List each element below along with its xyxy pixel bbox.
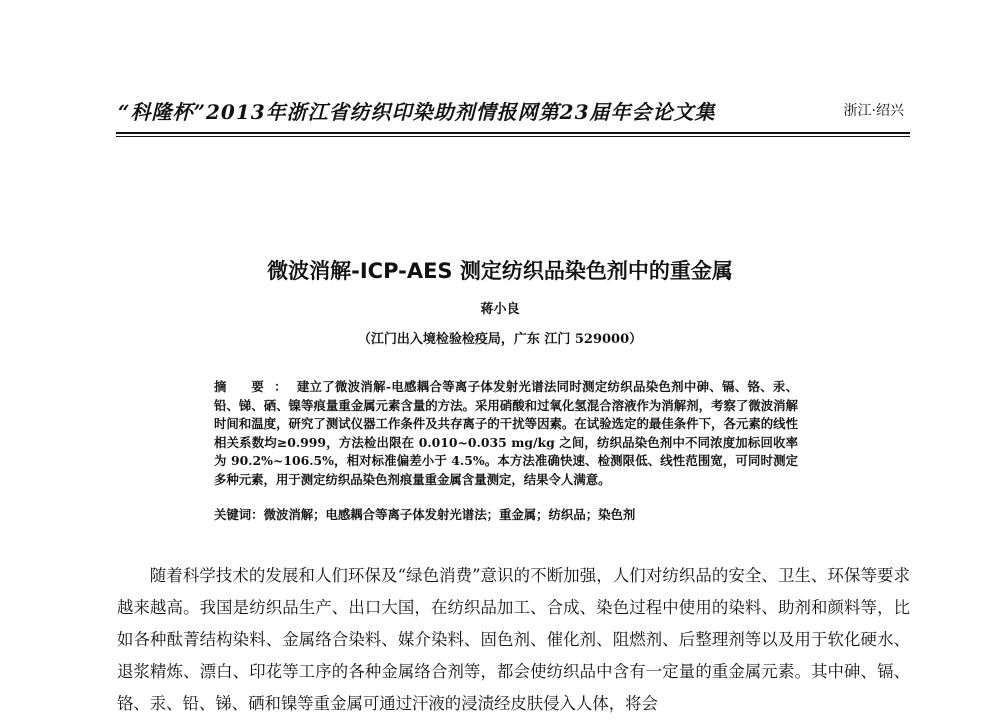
body-paragraph: 随着科学技术的发展和人们环保及“绿色消费”意识的不断加强，人们对纺织品的安全、卫生、环保等要求越来越高。我国是纺织品生产、出口大国，在纺织品加工、合成、染色过程中使用的染料、助剂和颜料等，比如各种酞菁结构染料、金属络合染料、媒介染料、固色剂、催化剂、阻燃剂、后整理剂等以及用于软化硬水、退浆精炼、漂白、印花等工序的各种金属络合剂等，都会使纺织品中含有一定量的重金属元素。其中砷、镉、铬、汞、铅、锑、硒和镍等重金属可通过汗液的浸渍经皮肤侵入人体，将会 [117,566,910,713]
conference-location: 浙江·绍兴 [843,103,904,119]
running-header [118,94,910,128]
author-affiliation: （江门出入境检验检疫局，广东 江门 529000） [357,332,643,347]
keywords-label: 关键词： [214,507,264,522]
article-title: 微波消解-ICP-AES 测定纺织品染色剂中的重金属 [267,259,733,283]
header-rule [116,132,910,137]
abstract [214,378,798,490]
keywords [214,506,798,524]
keywords-text: 微波消解；电感耦合等离子体发射光谱法；重金属；纺织品；染色剂 [263,507,636,522]
abstract-label: 摘 要： [214,379,297,394]
proceedings-title: “科隆杯”2013年浙江省纺织印染助剂情报网第23届年会论文集 [118,100,716,124]
article-author: 蒋小良 [480,302,520,317]
abstract-text: 建立了微波消解-电感耦合等离子体发射光谱法同时测定纺织品染色剂中砷、镉、铬、汞、铅、锑、硒、镍等痕量重金属元素含量的方法。采用硝酸和过氧化氢混合溶液作为消解剂，考察了微波消解时间和温度，研究了测试仪器工作条件及共存离子的干扰等因素。在试验选定的最佳条件下，各元素的线性相关系数均≥0.999，方法检出限在 0.010~0.035 mg/kg 之间，纺织品染色剂中不同浓度加标回收率为 90.2%~106.5%，相对标准偏差小于 4.5%。本方法准确快速、检测限低、线性范围宽，可同时测定多种元素，用于测定纺织品染色剂痕量重金属含量测定，结果令人满意。 [214,379,798,487]
